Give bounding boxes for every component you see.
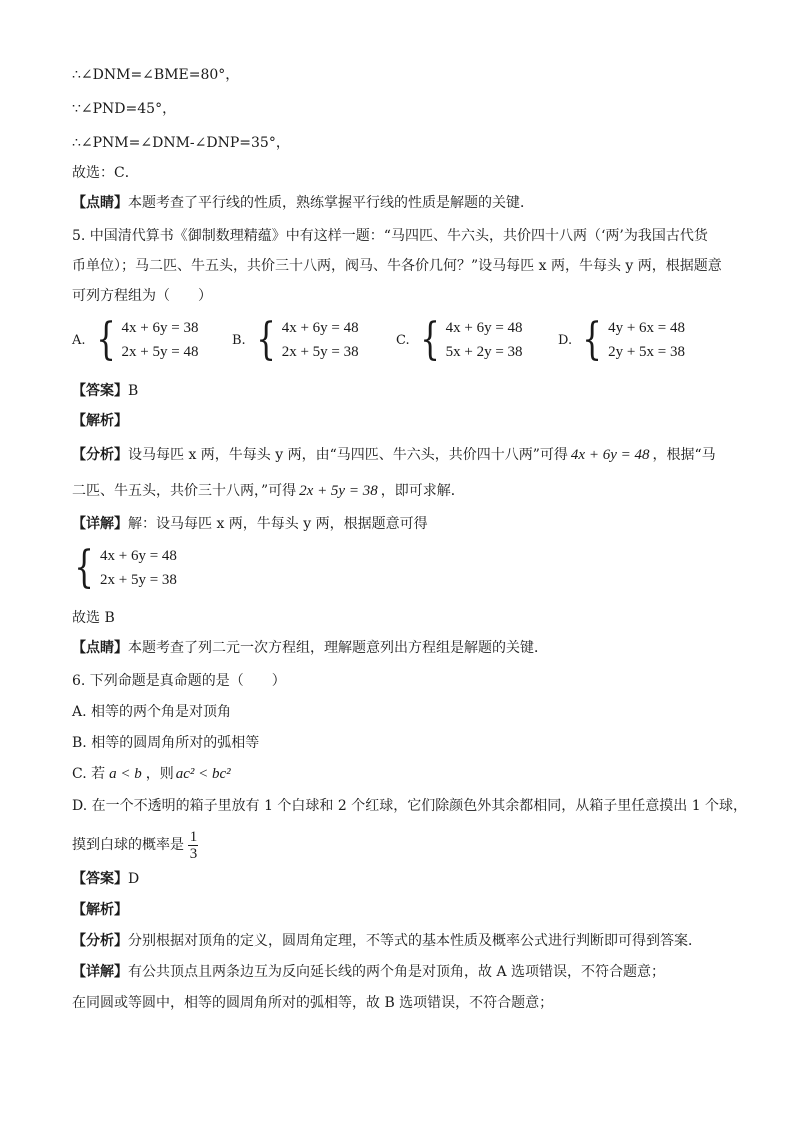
q5-analysis-tag: 【解析】 (72, 413, 128, 429)
fraction (188, 829, 198, 862)
q5-option-c (396, 316, 523, 364)
dianjing-tag: 【点睛】 (72, 195, 128, 211)
proof-line-3: ∴∠PNM=∠DNM-∠DNP=35°， (72, 135, 290, 151)
eq-line: 2y + 5x = 38 (608, 344, 686, 360)
q5-detail (72, 515, 428, 533)
brace-icon: { (255, 314, 276, 365)
eq-line: 5x + 2y = 38 (445, 344, 523, 360)
inline-equation: 4x + 6y = 48 (570, 447, 650, 463)
q6-analysis-tag: 【解析】 (72, 902, 128, 918)
q5-fenxi-line-2 (72, 482, 465, 500)
inline-equation: 2x + 5y = 38 (299, 483, 378, 499)
q6-detail-line-2: 在同圆或等圆中，相等的圆周角所对的弧相等，故 B 选项错误，不符合题意； (72, 995, 554, 1011)
eq-line: 4x + 6y = 48 (100, 548, 177, 564)
eq-line: 2x + 5y = 38 (281, 344, 359, 360)
fenxi-text: 分别根据对顶角的定义，圆周角定理，不等式的基本性质及概率公式进行判断即可得到答案． (128, 933, 702, 949)
answer-value: D (128, 871, 140, 887)
q5-option-a (72, 316, 198, 364)
option-label: A. (72, 332, 86, 348)
q5-choose: 故选 B (72, 610, 115, 626)
option-label: D. (558, 332, 573, 348)
proof-line-4: 故选：C． (72, 165, 139, 181)
q5-answer (72, 382, 138, 400)
q5-equation-system (70, 544, 177, 592)
brace-icon: { (419, 314, 440, 365)
proof-dianjing (72, 194, 534, 212)
answer-value: B (128, 383, 139, 399)
q5-option-b (232, 316, 359, 364)
answer-tag: 【答案】 (72, 383, 128, 399)
detail-text: 有公共顶点且两条边互为反向延长线的两个角是对顶角，故 A 选项错误，不符合题意； (128, 964, 666, 980)
q6-option-b: B. 相等的圆周角所对的弧相等 (72, 735, 260, 751)
dianjing-tag: 【点睛】 (72, 640, 128, 656)
q6-answer (72, 870, 139, 888)
q5-option-d (558, 316, 685, 364)
q6-fenxi (72, 932, 702, 950)
q6-option-a: A. 相等的两个角是对顶角 (72, 704, 232, 720)
q5-dianjing (72, 639, 548, 657)
q5-stem-line-2: 币单位）；马二匹、牛五头，共价三十八两，阀马、牛各价几何？”设马每匹 x 两，牛每头 y 两，根据题意 (72, 258, 722, 274)
inline-math: ac² < bc² (175, 766, 231, 782)
option-text: ，则 (145, 766, 174, 782)
detail-text: 解：设马每匹 x 两，牛每头 y 两，根据题意可得 (128, 516, 428, 532)
dianjing-text: 本题考查了列二元一次方程组，理解题意列出方程组是解题的关键． (128, 640, 548, 656)
fenxi-text: 二匹、牛五头，共价三十八两，”可得 (72, 483, 297, 499)
fraction-numerator: 1 (189, 828, 198, 845)
option-label: B. (232, 332, 246, 348)
q5-stem-line-3: 可列方程组为（ ） (72, 288, 212, 304)
brace-icon: { (582, 314, 602, 365)
brace-icon: { (95, 314, 116, 365)
fenxi-tag: 【分析】 (72, 447, 128, 463)
answer-tag: 【答案】 (72, 871, 128, 887)
q6-option-d-line-1: D. 在一个不透明的箱子里放有 1 个白球和 2 个红球，它们除颜色外其余都相同，从箱子里任意摸出 1 个球， (72, 798, 748, 814)
dianjing-text: 本题考查了平行线的性质，熟练掌握平行线的性质是解题的关键． (128, 195, 534, 211)
option-label: C. (396, 332, 410, 348)
option-text: C. 若 (72, 766, 106, 782)
eq-line: 2x + 5y = 38 (100, 572, 177, 588)
q6-option-d-line-2 (72, 828, 198, 862)
proof-line-1: ∴∠DNM=∠BME=80°， (72, 67, 240, 83)
fenxi-text: ，即可求解． (380, 483, 465, 499)
fraction-denominator: 3 (189, 845, 198, 862)
proof-line-2: ∵∠PND=45°， (72, 101, 177, 117)
q6-stem: 6. 下列命题是真命题的是（ ） (72, 673, 286, 689)
eq-line: 4x + 6y = 48 (445, 320, 523, 336)
option-text: 摸到白球的概率是 (72, 837, 184, 853)
fenxi-text: 设马每匹 x 两，牛每头 y 两，由“马四匹、牛六头，共价四十八两”可得 (128, 447, 568, 463)
detail-tag: 【详解】 (72, 964, 128, 980)
eq-line: 2x + 5y = 48 (121, 344, 199, 360)
eq-line: 4x + 6y = 38 (121, 320, 199, 336)
brace-icon: { (74, 542, 94, 593)
eq-line: 4x + 6y = 48 (281, 320, 359, 336)
q5-fenxi-line-1 (72, 446, 716, 464)
q6-detail-line-1 (72, 963, 665, 981)
eq-line: 4y + 6x = 48 (608, 320, 686, 336)
q5-stem-line-1: 5. 中国清代算书《御制数理精蕴》中有这样一题：“马四匹、牛六头，共价四十八两（‘两’为我国古代货 (72, 228, 708, 244)
fenxi-text: ，根据“马 (652, 447, 716, 463)
inline-math: a < b (109, 766, 142, 782)
q6-option-c (72, 765, 231, 783)
fenxi-tag: 【分析】 (72, 933, 128, 949)
detail-tag: 【详解】 (72, 516, 128, 532)
